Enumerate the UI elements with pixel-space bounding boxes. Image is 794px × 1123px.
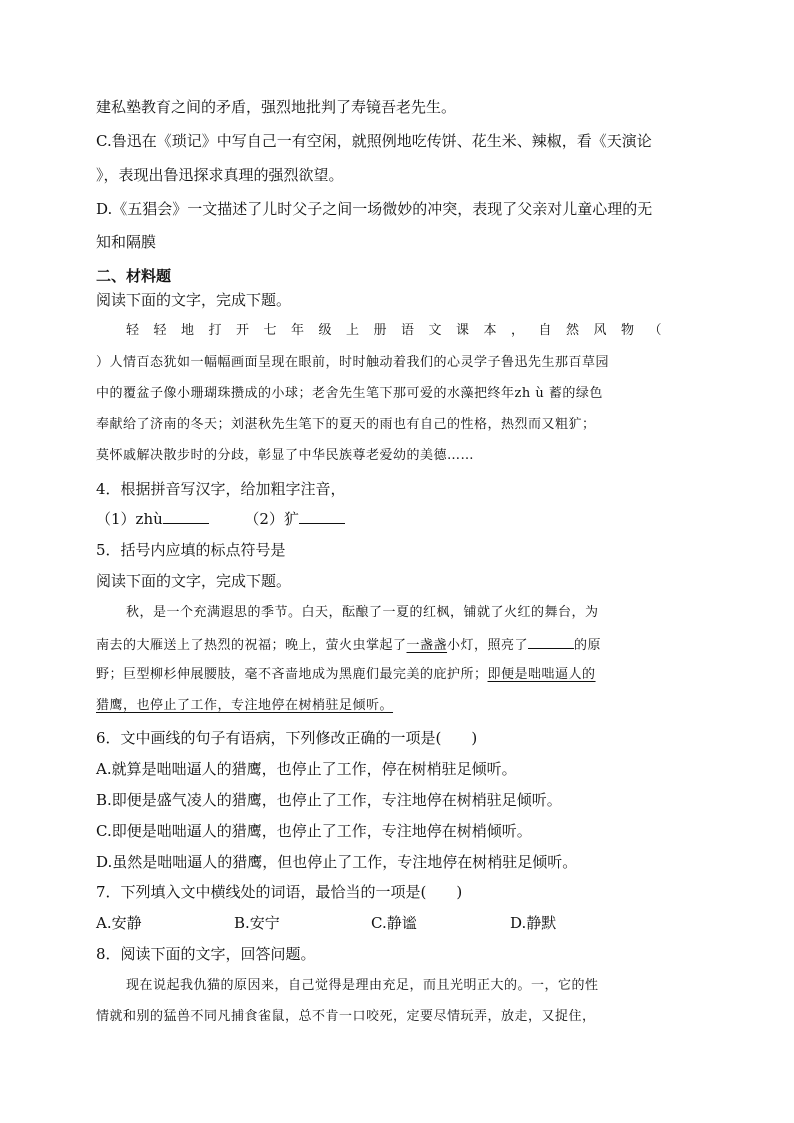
passage-text: 小灯，照亮了: [447, 638, 529, 653]
passage-line: 秋，是一个充满遐思的季节。白天，酝酿了一夏的红枫，铺就了火红的舞台，为: [126, 605, 599, 620]
instruction-text: 阅读下面的文字，完成下题。: [96, 572, 292, 590]
passage-blank[interactable]: [528, 634, 574, 649]
instruction-text: 阅读下面的文字，完成下题。: [96, 291, 292, 309]
underlined-text: 一盏盏: [406, 638, 448, 653]
passage-text: 的原: [574, 638, 602, 653]
underlined-sentence: 即便是咄咄逼人的: [487, 667, 596, 682]
passage-line: ）人情百态犹如一幅幅画面呈现在眼前，时时触动着我们的心灵学子鲁迅先生那百草园: [96, 355, 610, 370]
text-line: 知和隔膜: [96, 233, 157, 251]
q7-option-a: A.安静: [96, 914, 142, 932]
q6-option-b: B.即便是盛气凌人的猎鹰，也停止了工作，专注地停在树梢驻足倾听。: [96, 791, 562, 809]
q6-option-d: D.虽然是咄咄逼人的猎鹰，但也停止了工作，专注地停在树梢驻足倾听。: [96, 853, 578, 871]
q6-option-a: A.就算是咄咄逼人的猎鹰，也停止了工作，停在树梢驻足倾听。: [96, 760, 517, 778]
question-7: 7．下列填入文中横线处的词语，最恰当的一项是( ): [96, 883, 463, 901]
question-5: 5．括号内应填的标点符号是: [96, 541, 286, 559]
underlined-sentence: 猎鹰，也停止了工作，专注地停在树梢驻足倾听。: [96, 698, 394, 713]
passage-line: 情就和别的猛兽不同凡捕食雀鼠，总不肯一口咬死，定要尽情玩弄，放走，又捉住，: [96, 1009, 596, 1024]
option-c-text: C.鲁迅在《琐记》中写自己一有空闲，就照例地吃传饼、花生米、辣椒，看《天演论: [96, 132, 652, 150]
question-4-answers: [96, 509, 706, 529]
q7-option-c: C.静谧: [371, 914, 417, 932]
q4-sub2-blank[interactable]: [299, 509, 345, 524]
passage-line: 奉献给了济南的冬天；刘湛秋先生笔下的夏天的雨也有自己的性格，热烈而又粗犷；: [96, 417, 596, 432]
q4-sub2-label: （2）犷: [244, 510, 299, 528]
q7-option-d: D.静默: [510, 914, 557, 932]
passage-line: [96, 634, 706, 656]
q7-option-b: B.安宁: [234, 914, 280, 932]
question-6: 6．文中画线的句子有语病，下列修改正确的一项是( ): [96, 729, 478, 747]
question-4: 4．根据拼音写汉字，给加粗字注音，: [96, 480, 346, 498]
text-line: 》，表现出鲁迅探求真理的强烈欲望。: [96, 166, 344, 184]
passage-line: 中的覆盆子像小珊瑚珠攒成的小球；老舍先生笔下那可爱的水藻把终年zh ù 蓄的绿色: [96, 386, 603, 401]
q6-option-c: C.即便是咄咄逼人的猎鹰，也停止了工作，专注地停在树梢倾听。: [96, 822, 532, 840]
passage-line: 莫怀戚解决散步时的分歧，彰显了中华民族尊老爱幼的美德……: [96, 448, 475, 463]
option-d-text: D.《五猖会》一文描述了儿时父子之间一场微妙的冲突，表现了父亲对儿童心理的无: [96, 200, 653, 218]
q4-sub1-label: （1）zhù: [96, 510, 163, 528]
question-8: 8．阅读下面的文字，回答问题。: [96, 945, 316, 963]
section-heading: 二、材料题: [96, 267, 172, 285]
passage-text: 野；巨型柳杉伸展腰肢，毫不吝啬地成为黑鹿们最完美的庇护所；: [96, 667, 488, 682]
passage-line: [96, 696, 706, 716]
passage-line: [96, 321, 706, 341]
passage-text: 南去的大雁送上了热烈的祝福；晚上，萤火虫掌起了: [96, 638, 407, 653]
q4-sub1-blank[interactable]: [163, 509, 209, 524]
passage-text: 轻轻地打开七年级上册语文课本，自然风物（: [126, 323, 677, 338]
text-line: 建私塾教育之间的矛盾，强烈地批判了寿镜吾老先生。: [96, 98, 457, 116]
passage-line: [96, 665, 706, 685]
passage-line: 现在说起我仇猫的原因来，自己觉得是理由充足，而且光明正大的。一，它的性: [126, 978, 599, 993]
